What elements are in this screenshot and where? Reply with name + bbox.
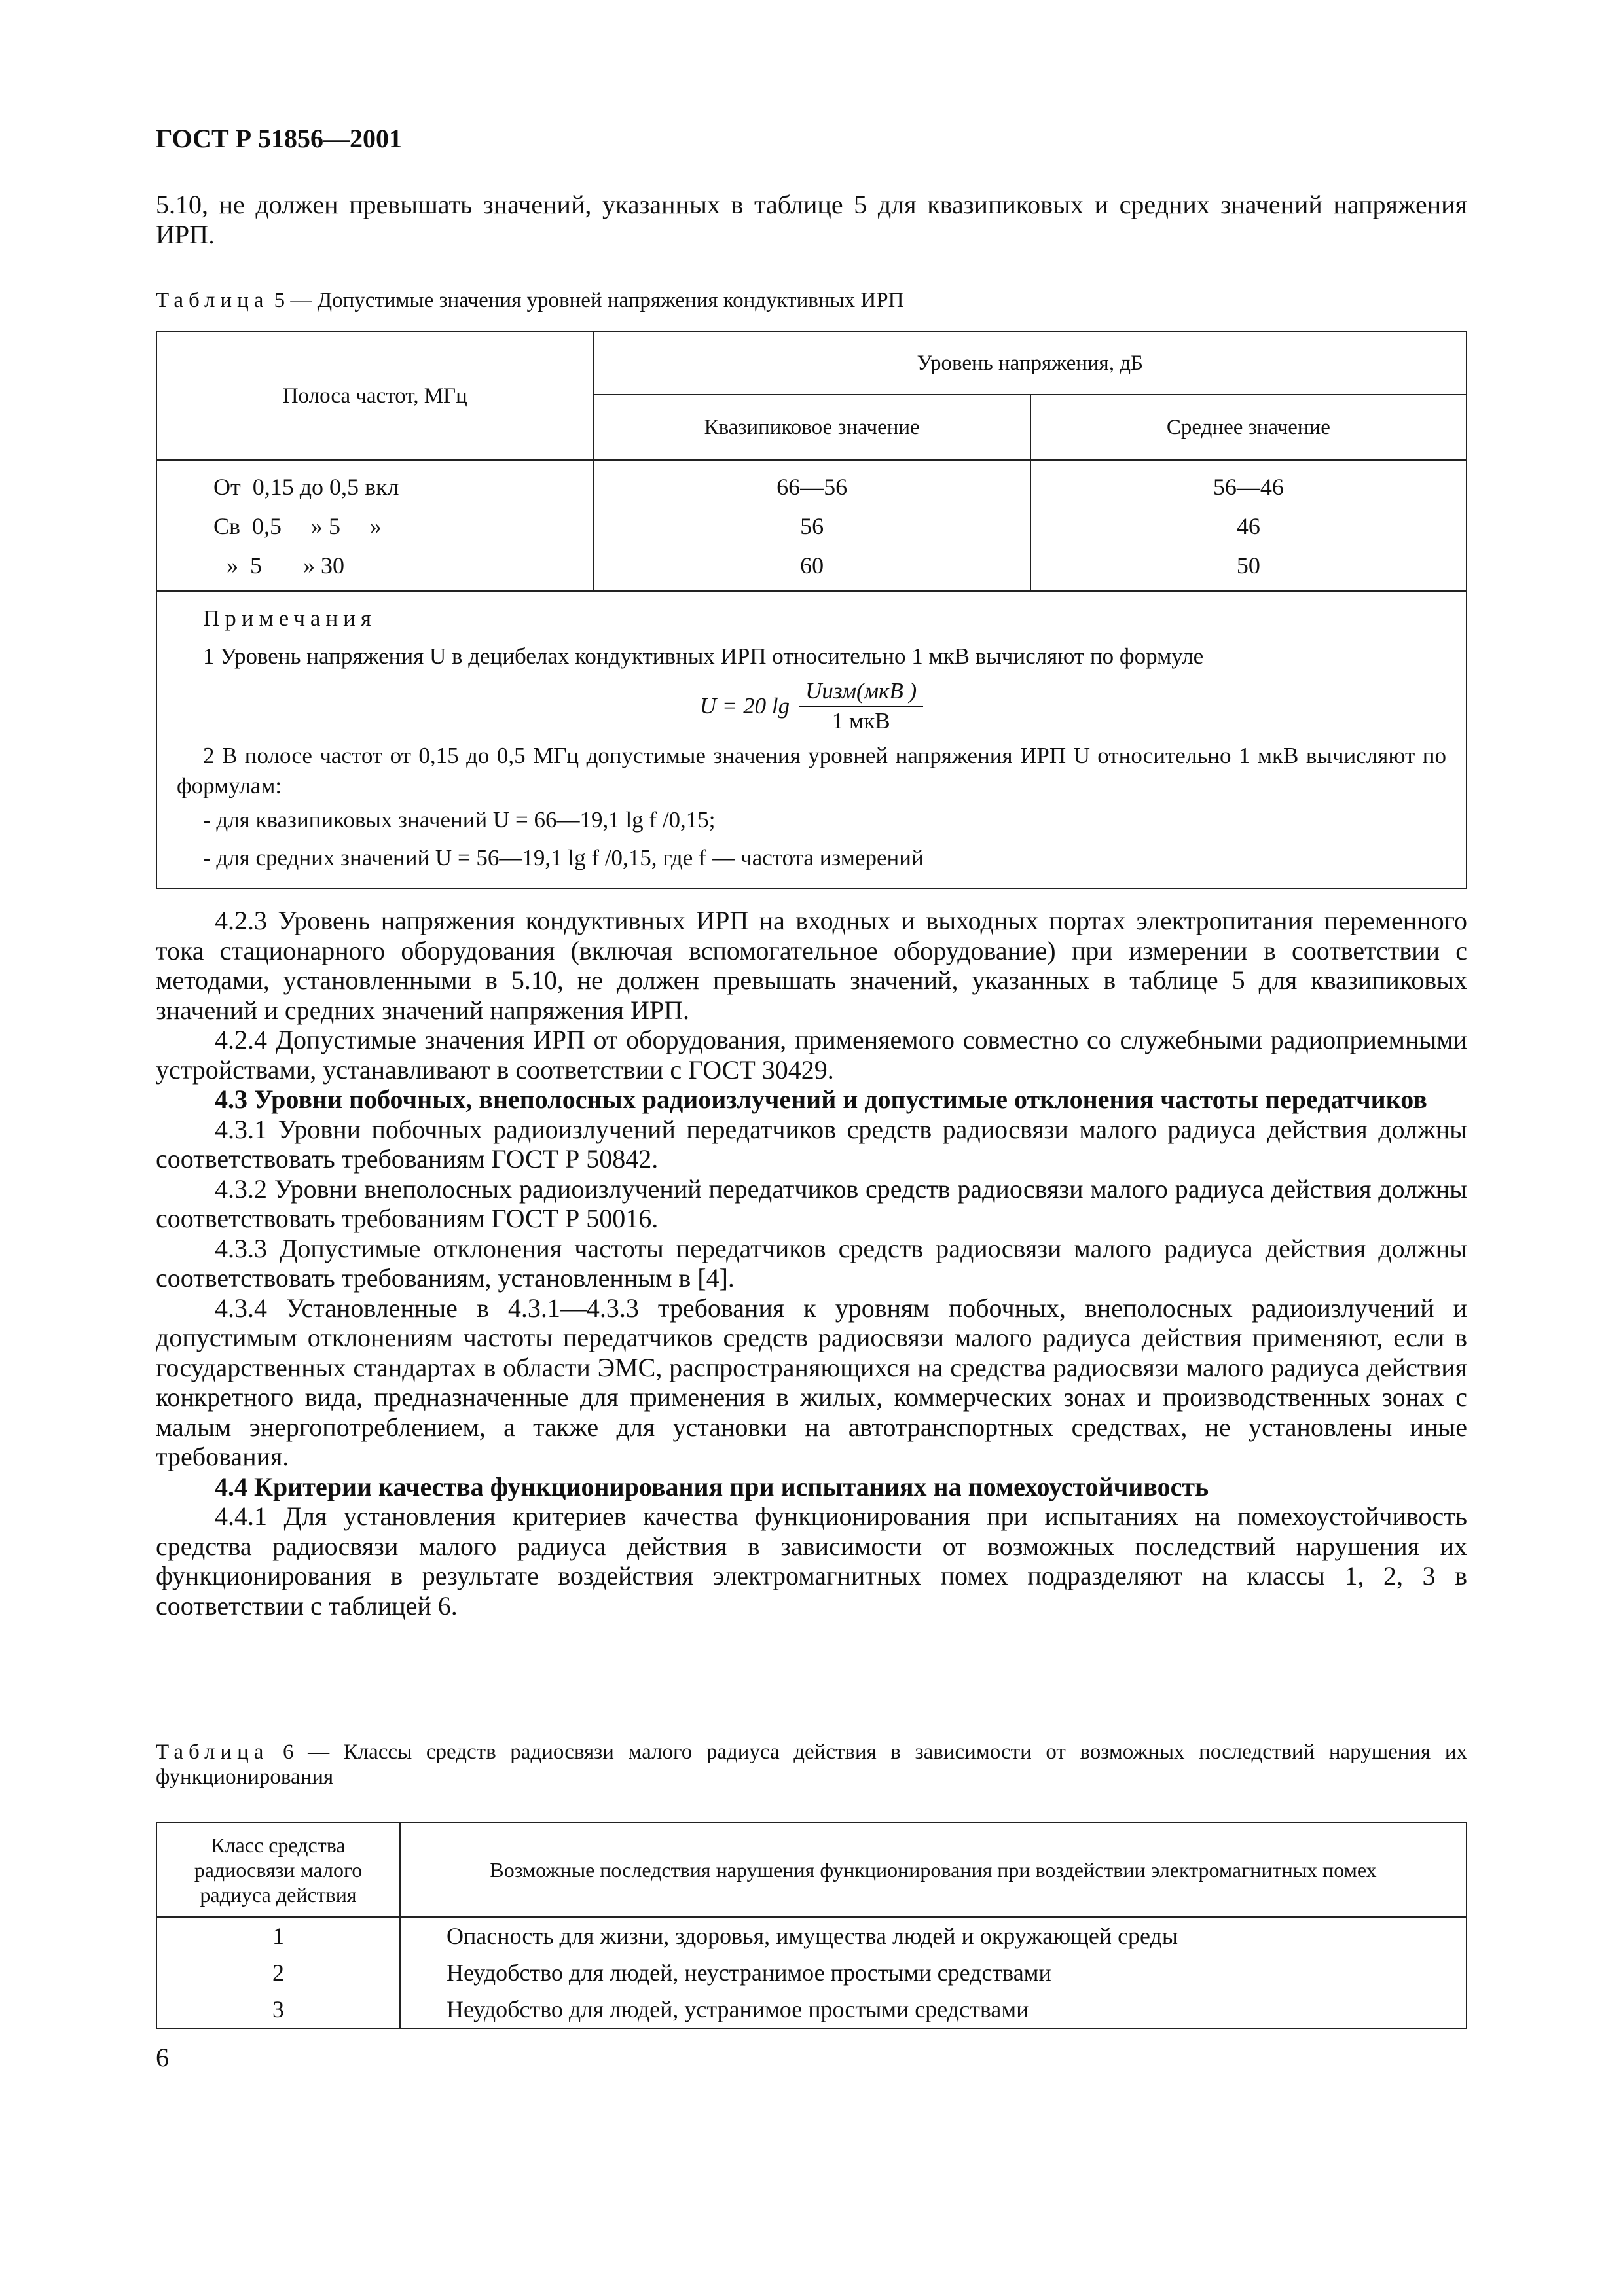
formula-denominator: 1 мкВ bbox=[831, 708, 890, 734]
table6-class-cell: 1 bbox=[156, 1917, 400, 1954]
table5-band-cell: Св 0,5 » 5 » bbox=[213, 513, 382, 539]
table6-text-cell: Неудобство для людей, неустранимое простыми средствами bbox=[400, 1954, 1467, 1991]
note-2b: - для средних значений U = 56—19,1 lg f /0,15, где f — частота измерений bbox=[203, 845, 924, 870]
table6 bbox=[156, 1822, 1467, 2029]
table5-avg-column bbox=[1030, 460, 1467, 591]
table5-notes bbox=[156, 591, 1467, 888]
table5-group-header: Уровень напряжения, дБ bbox=[594, 332, 1467, 395]
table6-caption-text: 6 — Классы средств радиосвязи малого радиуса действия в зависимости от возможных последствий нарушения их функционирования bbox=[156, 1740, 1468, 1789]
table6-caption-label: Таблица bbox=[156, 1740, 269, 1764]
formula bbox=[177, 678, 1446, 734]
table5-caption-text: 5 — Допустимые значения уровней напряжения кондуктивных ИРП bbox=[274, 289, 904, 312]
table5-band-cell: » 5 » 30 bbox=[227, 552, 344, 579]
table5-caption bbox=[156, 288, 903, 313]
table6-caption bbox=[156, 1740, 1467, 1789]
paragraph-4-3-2: 4.3.2 Уровни внеполосных радиоизлучений передатчиков средств радиосвязи малого радиуса действия должны соответствовать требованиям ГОСТ Р 50016. bbox=[156, 1174, 1467, 1233]
formula-numerator: Uизм(мкВ ) bbox=[799, 678, 923, 707]
formula-lhs: U = 20 lg bbox=[699, 693, 790, 719]
table5-avg-cell: 46 bbox=[1236, 513, 1260, 539]
table5-avg-cell: 50 bbox=[1236, 552, 1260, 579]
paragraph-4-2-4: 4.2.4 Допустимые значения ИРП от оборудования, применяемого совместно со служебными радиоприемными устройствами, устанавливают в соответствии с ГОСТ 30429. bbox=[156, 1025, 1467, 1085]
table5 bbox=[156, 331, 1467, 889]
intro-paragraph: 5.10, не должен превышать значений, указанных в таблице 5 для квазипиковых и средних значений напряжения ИРП. bbox=[156, 190, 1467, 249]
formula-fraction bbox=[799, 678, 923, 734]
paragraph-4-4-1: 4.4.1 Для установления критериев качества функционирования при испытаниях на помехоустойчивость средства радиосвязи малого радиуса действия в зависимости от возможных последствий нарушения их функционирования в результате воздействия электромагнитных помех подразделяют на классы 1, 2, 3 в соответствии с таблицей 6. bbox=[156, 1501, 1467, 1621]
table5-col3-header: Среднее значение bbox=[1030, 395, 1467, 460]
table6-text-cell: Неудобство для людей, устранимое простыми средствами bbox=[400, 1991, 1467, 2028]
section-heading-4-4: 4.4 Критерии качества функционирования при испытаниях на помехоустойчивость bbox=[215, 1471, 1209, 1501]
note-2a: - для квазипиковых значений U = 66—19,1 lg f /0,15; bbox=[203, 807, 716, 833]
table6-class-cell: 3 bbox=[156, 1991, 400, 2028]
section-heading-4-3: 4.3 Уровни побочных, внеполосных радиоизлучений и допустимые отклонения частоты передатчиков bbox=[215, 1085, 1427, 1114]
table5-qp-cell: 56 bbox=[800, 513, 824, 539]
note-2: 2 В полосе частот от 0,15 до 0,5 МГц допустимые значения уровней напряжения ИРП U относительно 1 мкВ вычисляют по формулам: bbox=[177, 743, 1446, 798]
note-1: 1 Уровень напряжения U в децибелах кондуктивных ИРП относительно 1 мкВ вычисляют по формуле bbox=[203, 643, 1204, 669]
table5-col1-header: Полоса частот, МГц bbox=[156, 332, 594, 460]
page-number: 6 bbox=[156, 2043, 169, 2072]
table5-col2-header: Квазипиковое значение bbox=[594, 395, 1030, 460]
table6-col1-header: Класс средства радиосвязи малого радиуса действия bbox=[156, 1823, 400, 1917]
document-header: ГОСТ Р 51856—2001 bbox=[156, 124, 403, 153]
table6-col2-header: Возможные последствия нарушения функционирования при воздействии электромагнитных помех bbox=[400, 1823, 1467, 1917]
table5-qp-column bbox=[594, 460, 1030, 591]
table6-text-cell: Опасность для жизни, здоровья, имущества людей и окружающей среды bbox=[400, 1917, 1467, 1954]
paragraph-4-3-1: 4.3.1 Уровни побочных радиоизлучений передатчиков средств радиосвязи малого радиуса действия должны соответствовать требованиям ГОСТ Р 50842. bbox=[156, 1114, 1467, 1174]
table6-class-cell: 2 bbox=[156, 1954, 400, 1991]
table5-qp-cell: 66—56 bbox=[776, 474, 848, 500]
notes-title: Примечания bbox=[203, 605, 377, 631]
table5-band-column bbox=[156, 460, 594, 591]
table5-qp-cell: 60 bbox=[800, 552, 824, 579]
table5-avg-cell: 56—46 bbox=[1213, 474, 1284, 500]
paragraph-4-2-3: 4.2.3 Уровень напряжения кондуктивных ИРП на входных и выходных портах электропитания переменного тока стационарного оборудования (включая вспомогательное оборудование) при измерении в соответствии с методами, установленными в 5.10, не должен превышать значений, указанных в таблице 5 для квазипиковых значений и средних значений напряжения ИРП. bbox=[156, 906, 1467, 1025]
paragraph-4-3-3: 4.3.3 Допустимые отклонения частоты передатчиков средств радиосвязи малого радиуса действия должны соответствовать требованиям, установленным в [4]. bbox=[156, 1233, 1467, 1293]
body-text bbox=[156, 906, 1467, 1621]
table5-caption-label: Таблица bbox=[156, 289, 269, 312]
paragraph-4-3-4: 4.3.4 Установленные в 4.3.1—4.3.3 требования к уровням побочных, внеполосных радиоизлучений и допустимым отклонениям частоты передатчиков средств радиосвязи малого радиуса действия применяют, если в государственных стандартах в области ЭМС, распространяющихся на средства радиосвязи малого радиуса действия конкретного вида, предназначенные для применения в жилых, коммерческих зонах и производственных зонах с малым энергопотреблением, а также для установки на автотранспортных средствах, не установлены иные требования. bbox=[156, 1293, 1467, 1471]
table5-band-cell: От 0,15 до 0,5 вкл bbox=[213, 474, 399, 500]
